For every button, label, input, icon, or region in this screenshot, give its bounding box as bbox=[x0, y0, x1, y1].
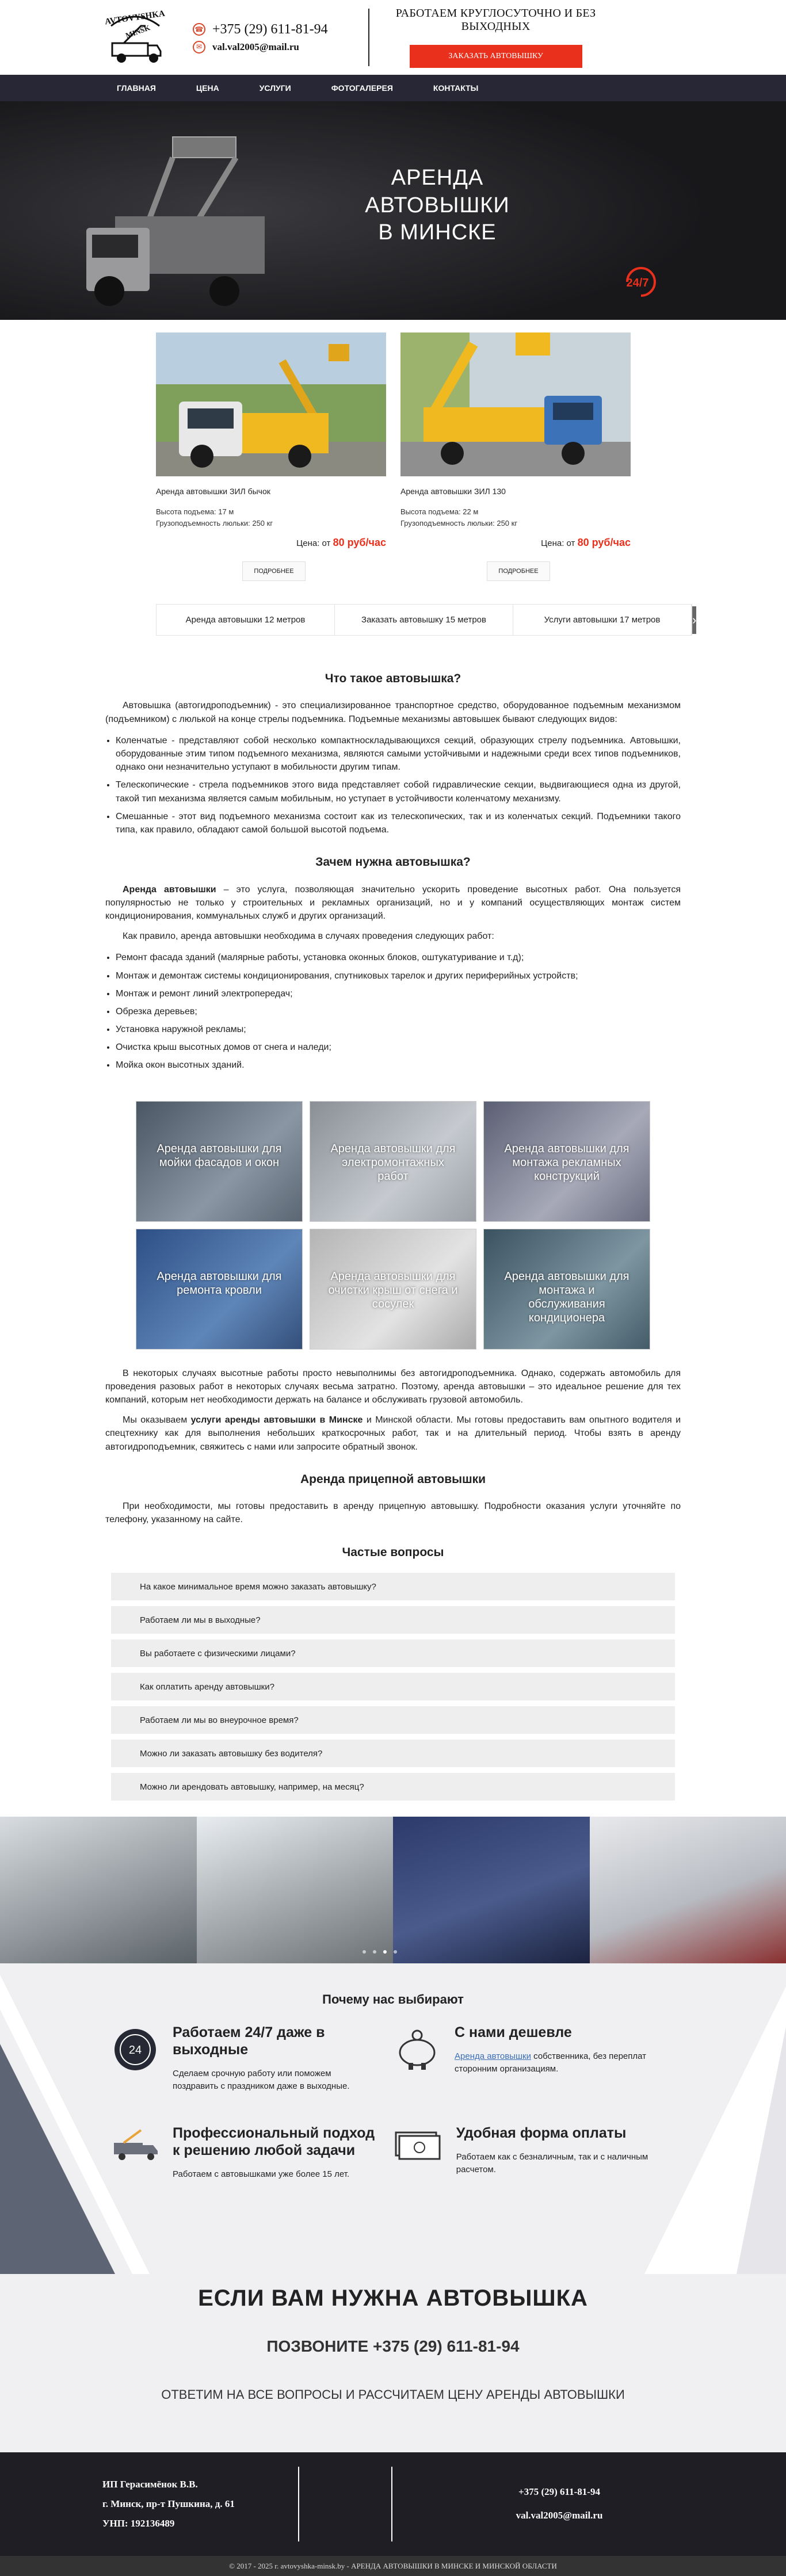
copyright: © 2017 - 2025 г. avtovyshka-minsk.by - АРЕНДА АВТОВЫШКИ В МИНСКЕ И МИНСКОЙ ОБЛАСТИ bbox=[0, 2556, 786, 2576]
cta-title: ЕСЛИ ВАМ НУЖНА АВТОВЫШКА bbox=[0, 2274, 786, 2311]
types-list bbox=[116, 734, 681, 836]
feature-payment bbox=[391, 2124, 673, 2176]
footer-phone[interactable]: +375 (29) 611-81-94 bbox=[484, 2481, 634, 2504]
feature-cheaper bbox=[391, 2024, 673, 2078]
nav-services[interactable]: УСЛУГИ bbox=[260, 83, 291, 93]
dot[interactable] bbox=[373, 1950, 376, 1954]
nav-gallery[interactable]: ФОТОГАЛЕРЕЯ bbox=[331, 83, 393, 93]
faq-item[interactable]: Вы работаете с физическими лицами? bbox=[111, 1639, 675, 1667]
article-paragraph: Как правило, аренда автовышки необходима в случаях проведения следующих работ: bbox=[105, 930, 681, 943]
header-divider bbox=[368, 9, 369, 66]
heading-what: Что такое автовышка? bbox=[105, 670, 681, 687]
faq-item[interactable]: Работаем ли мы в выходные? bbox=[111, 1606, 675, 1634]
faq-item[interactable]: На какое минимальное время можно заказать автовышку? bbox=[111, 1573, 675, 1600]
photo-gallery bbox=[0, 1817, 786, 1963]
product-card bbox=[400, 332, 631, 581]
article bbox=[105, 670, 681, 1072]
service-tiles bbox=[105, 1101, 681, 1350]
footer-email[interactable]: val.val2005@mail.ru bbox=[484, 2504, 634, 2528]
cta-phone[interactable]: ПОЗВОНИТЕ +375 (29) 611-81-94 bbox=[0, 2337, 786, 2356]
site-logo[interactable] bbox=[101, 3, 170, 72]
dot[interactable] bbox=[394, 1950, 397, 1954]
article-paragraph: При необходимости, мы готовы предоставить в аренду прицепную автовышку. Подробности оказания услуги уточняйте по телефону, указанному на сайте. bbox=[105, 1500, 681, 1526]
footer-unp: УНП: 192136489 bbox=[102, 2514, 298, 2533]
faq-item[interactable]: Как оплатить аренду автовышки? bbox=[111, 1673, 675, 1700]
why-title: Почему нас выбирают bbox=[0, 1963, 786, 2007]
gallery-dots bbox=[363, 1950, 397, 1954]
call-to-action bbox=[0, 2274, 786, 2452]
service-tile[interactable]: Аренда автовышки для мойки фасадов и окон bbox=[136, 1101, 303, 1222]
svg-text:MINSK: MINSK bbox=[124, 23, 151, 40]
list-item: • Установка наружной рекламы; bbox=[116, 1023, 681, 1036]
feature-desc: Работаем с автовышками уже более 15 лет. bbox=[173, 2168, 380, 2181]
product-photo[interactable] bbox=[156, 332, 386, 476]
gallery-photo[interactable] bbox=[393, 1817, 590, 1963]
heading-why: Зачем нужна автовышка? bbox=[105, 854, 681, 871]
badge-247-icon bbox=[620, 261, 662, 303]
svg-text:AVTOVYSHKA: AVTOVYSHKA bbox=[104, 9, 166, 27]
product-capacity: Грузоподъемность люльки: 250 кг bbox=[400, 518, 631, 529]
header-email[interactable]: val.val2005@mail.ru bbox=[212, 41, 299, 53]
article-paragraph: Аренда автовышки – это услуга, позволяющая значительно ускорить проведение высотных работ. Она пользуется популярностью не только у строительных и рекламных организаций, но и у компаний осуществляющих монтаж систем кондиционирования, коммунальных служб и других организаций. bbox=[105, 883, 681, 923]
gallery-photo[interactable] bbox=[197, 1817, 394, 1963]
service-tile[interactable]: Аренда автовышки для монтажа рекламных конструкций bbox=[483, 1101, 650, 1222]
link-12m[interactable]: Аренда автовышки 12 метров bbox=[157, 605, 335, 635]
products bbox=[105, 332, 681, 581]
nav-price[interactable]: ЦЕНА bbox=[196, 83, 219, 93]
header-contacts bbox=[193, 18, 328, 57]
nav-home[interactable]: ГЛАВНАЯ bbox=[117, 83, 156, 93]
link-15m[interactable]: Заказать автовышку 15 метров bbox=[335, 605, 513, 635]
article-paragraph: Мы оказываем услуги аренды автовышки в Минске и Минской области. Мы готовы предоставить вам опытного водителя и спецтехнику как для выполнения небольших краткосрочных работ, так и на длительный период. Чтобы взять в аренду автогидроподъемник, свяжитесь с нами или запросите обратный звонок. bbox=[105, 1413, 681, 1454]
gallery-photo[interactable] bbox=[590, 1817, 786, 1963]
faq-item[interactable]: Можно ли арендовать автовышку, например, на месяц? bbox=[111, 1773, 675, 1801]
site-footer bbox=[0, 2452, 786, 2556]
list-item: • Мойка окон высотных зданий. bbox=[116, 1058, 681, 1072]
list-item: • Ремонт фасада зданий (малярные работы, установка оконных блоков, оштукатуривание и т.д); bbox=[116, 951, 681, 964]
faq-list bbox=[111, 1573, 675, 1801]
service-tile[interactable]: Аренда автовышки для очистки крыш от снега и сосулек bbox=[310, 1229, 476, 1350]
phone-icon: ☎ bbox=[193, 23, 205, 36]
footer-owner: ИП Герасимёнок В.В. bbox=[102, 2475, 298, 2494]
list-item: • Очистка крыш высотных домов от снега и наледи; bbox=[116, 1041, 681, 1054]
header-tagline: РАБОТАЕМ КРУГЛОСУТОЧНО И БЕЗ ВЫХОДНЫХ bbox=[392, 7, 600, 33]
gallery-photo[interactable] bbox=[0, 1817, 197, 1963]
feature-desc: Работаем как с безналичным, так и с наличным расчетом. bbox=[456, 2151, 673, 2176]
list-item: • Обрезка деревьев; bbox=[116, 1005, 681, 1018]
related-links bbox=[105, 604, 681, 636]
nav-contacts[interactable]: КОНТАКТЫ bbox=[433, 83, 478, 93]
clock-247-icon bbox=[109, 2024, 161, 2093]
more-button[interactable]: ПОДРОБНЕЕ bbox=[487, 561, 550, 581]
product-price: Цена: от 80 руб/час bbox=[156, 537, 386, 549]
mail-icon: ✉ bbox=[193, 41, 205, 53]
article-paragraph: В некоторых случаях высотные работы просто невыполнимы без автогидроподъемника. Однако, содержать автомобиль для проведения разовых работ в некоторых случаях весьма затратно. Поэтому, аренда автовышки – это идеальное решение для тех компаний, которым нет необходимости держать на балансе и обслуживать грузовой автомобиль. bbox=[105, 1367, 681, 1407]
truck-icon bbox=[109, 2124, 161, 2181]
heading-faq: Частые вопросы bbox=[105, 1544, 681, 1561]
dot[interactable] bbox=[383, 1950, 387, 1954]
cta-subtitle: ОТВЕТИМ НА ВСЕ ВОПРОСЫ И РАССЧИТАЕМ ЦЕНУ АРЕНДЫ АВТОВЫШКИ bbox=[0, 2387, 786, 2402]
service-tile[interactable]: Аренда автовышки для монтажа и обслуживания кондиционера bbox=[483, 1229, 650, 1350]
product-capacity: Грузоподъемность люльки: 250 кг bbox=[156, 518, 386, 529]
feature-title: С нами дешевле bbox=[455, 2024, 673, 2041]
why-background bbox=[0, 1963, 786, 2274]
footer-address: г. Минск, пр-т Пушкина, д. 61 bbox=[102, 2494, 298, 2514]
list-item: • Телескопические - стрела подъемников этого вида представляет собой гидравлические секции, выдвигающиеся одна из другой, такой тип механизма является самым мобильным, но уступает в устойчивости коленчатому механизму. bbox=[116, 778, 681, 805]
feature-professional bbox=[109, 2124, 380, 2181]
article-2 bbox=[105, 1367, 681, 1561]
feature-title: Профессиональный подход к решению любой задачи bbox=[173, 2124, 380, 2159]
header-phone[interactable]: +375 (29) 611-81-94 bbox=[212, 22, 328, 37]
why-us bbox=[0, 1963, 786, 2274]
product-name: Аренда автовышки ЗИЛ 130 bbox=[400, 487, 631, 496]
link-17m[interactable]: Услуги автовышки 17 метров bbox=[513, 605, 692, 635]
works-list bbox=[116, 951, 681, 1072]
list-item: • Коленчатые - представляют собой несколько компактноскладывающихся секций, образующих стрелу подъемника. Автовышки, оборудованные этим типом подъемного механизма, являются самыми устойчивыми и надежными среди всех типов подъемников, однако они незначительно уступают в мобильности другим типам. bbox=[116, 734, 681, 774]
product-photo[interactable] bbox=[400, 332, 631, 476]
product-price: Цена: от 80 руб/час bbox=[400, 537, 631, 549]
hero-title: АРЕНДА АВТОВЫШКИ В МИНСКЕ bbox=[328, 165, 547, 247]
hero-banner bbox=[0, 101, 786, 320]
more-button[interactable]: ПОДРОБНЕЕ bbox=[242, 561, 306, 581]
feature-247 bbox=[109, 2024, 368, 2093]
product-card bbox=[156, 332, 386, 581]
service-tile[interactable]: Аренда автовышки для ремонта кровли bbox=[136, 1229, 303, 1350]
feature-title: Работаем 24/7 даже в выходные bbox=[173, 2024, 368, 2058]
dot[interactable] bbox=[363, 1950, 366, 1954]
list-item: • Монтаж и демонтаж системы кондиционирования, спутниковых тарелок и других периферийных устройств; bbox=[116, 969, 681, 983]
feature-desc: Сделаем срочную работу или поможем поздравить с праздником даже в выходные. bbox=[173, 2067, 368, 2093]
heading-trailer: Аренда прицепной автовышки bbox=[105, 1471, 681, 1488]
faq-item[interactable]: Работаем ли мы во внеурочное время? bbox=[111, 1706, 675, 1734]
product-name: Аренда автовышки ЗИЛ бычок bbox=[156, 487, 386, 496]
svg-text:24: 24 bbox=[129, 2044, 142, 2057]
piggy-bank-icon bbox=[391, 2024, 443, 2078]
product-height: Высота подъема: 22 м bbox=[400, 506, 631, 518]
svg-text:24/7: 24/7 bbox=[627, 277, 649, 289]
faq-item[interactable]: Можно ли заказать автовышку без водителя? bbox=[111, 1740, 675, 1767]
main-nav bbox=[0, 75, 786, 101]
article-paragraph: Автовышка (автогидроподъемник) - это специализированное транспортное средство, оборудованное подъемным механизмом (подъемником) с люлькой на конце стрелы подъемника. Подъемные механизмы автовышек бывают следующих видов: bbox=[105, 699, 681, 725]
rent-link[interactable]: Аренда автовышки bbox=[455, 2051, 531, 2061]
product-height: Высота подъема: 17 м bbox=[156, 506, 386, 518]
feature-title: Удобная форма оплаты bbox=[456, 2124, 673, 2142]
order-button[interactable]: ЗАКАЗАТЬ АВТОВЫШКУ bbox=[410, 45, 582, 68]
service-tile[interactable]: Аренда автовышки для электромонтажных работ bbox=[310, 1101, 476, 1222]
site-header bbox=[0, 0, 786, 75]
feature-desc: Аренда автовышки собственника, без переплат сторонним организациям. bbox=[455, 2050, 673, 2076]
cash-icon bbox=[391, 2124, 445, 2176]
chevron-right-icon[interactable]: › bbox=[692, 606, 696, 634]
list-item: • Смешанные - этот вид подъемного механизма состоит как из телескопических, так и из коленчатых секций. Подъемники такого типа, как правило, обладают самой большой высотой подъема. bbox=[116, 810, 681, 836]
list-item: • Монтаж и ремонт линий электропередач; bbox=[116, 987, 681, 1000]
